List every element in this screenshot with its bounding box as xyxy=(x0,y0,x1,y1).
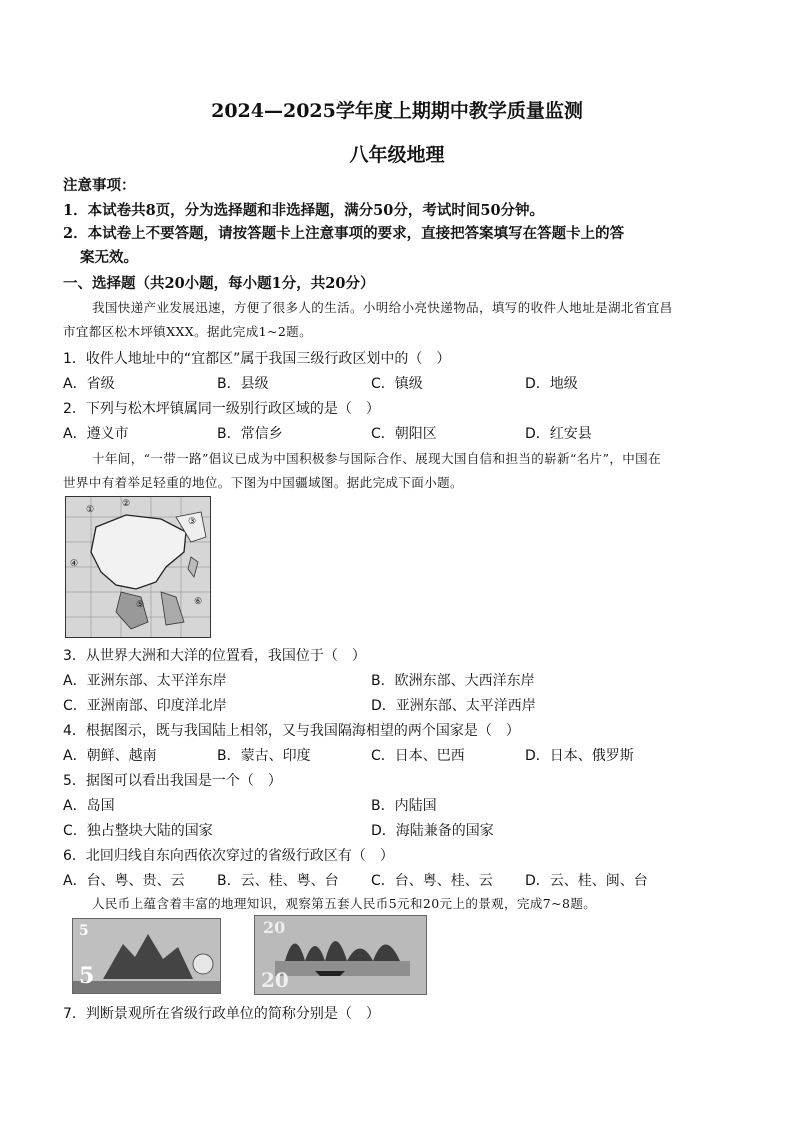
question-4-option-d: D．日本、俄罗斯 xyxy=(525,748,634,764)
question-2-option-d: D．红安县 xyxy=(525,426,592,442)
question-1-option-b: B．县级 xyxy=(217,376,269,392)
passage-2-line1: 十年间，“一带一路”倡议已成为中国积极参与国际合作、展现大国自信和担当的崭新“名片”，中国在 xyxy=(92,451,661,466)
twenty-yuan-banknote-image xyxy=(254,915,427,995)
question-6-option-c: C．台、粤、桂、云 xyxy=(371,873,493,889)
five-yuan-banknote-image xyxy=(72,918,221,994)
question-2-option-b: B．常信乡 xyxy=(217,426,283,442)
passage-1-line2: 市宜都区松木坪镇XXX。据此完成1~2题。 xyxy=(63,324,312,339)
question-4-stem: 4．根据图示，既与我国陆上相邻，又与我国隔海相望的两个国家是（ ） xyxy=(63,723,520,739)
question-1-option-d: D．地级 xyxy=(525,376,578,392)
question-6-option-b: B．云、桂、粤、台 xyxy=(217,873,339,889)
question-5-option-d: D．海陆兼备的国家 xyxy=(371,823,494,839)
map-label-6: ⑥ xyxy=(194,597,203,607)
question-2-option-a: A．遵义市 xyxy=(63,426,129,442)
question-2-stem: 2．下列与松木坪镇属同一级别行政区域的是（ ） xyxy=(63,401,380,417)
page-title: 2024—2025学年度上期期中教学质量监测 xyxy=(211,100,583,122)
question-5-option-c: C．独占整块大陆的国家 xyxy=(63,823,213,839)
question-6-option-a: A．台、粤、贵、云 xyxy=(63,873,185,889)
notice-item-2-line1: 2．本试卷上不要答题，请按答题卡上注意事项的要求，直接把答案填写在答题卡上的答 xyxy=(63,225,625,242)
five-yuan-scene xyxy=(73,919,220,993)
passage-3-line1: 人民币上蕴含着丰富的地理知识，观察第五套人民币5元和20元上的景观，完成7~8题。 xyxy=(92,896,597,911)
question-6-option-d: D．云、桂、闽、台 xyxy=(525,873,648,889)
notice-heading: 注意事项： xyxy=(63,177,136,194)
question-3-option-b: B．欧洲东部、大西洋东岸 xyxy=(371,673,535,689)
question-1-stem: 1．收件人地址中的“宜都区”属于我国三级行政区划中的（ ） xyxy=(63,351,451,367)
twenty-yuan-denomination-top: 20 xyxy=(263,918,286,937)
map-label-3: ③ xyxy=(188,517,197,527)
question-4-option-a: A．朝鲜、越南 xyxy=(63,748,157,764)
question-4-option-b: B．蒙古、印度 xyxy=(217,748,311,764)
twenty-yuan-denomination-bottom: 20 xyxy=(261,968,289,992)
map-label-2: ② xyxy=(122,499,131,509)
question-3-stem: 3．从世界大洲和大洋的位置看，我国位于（ ） xyxy=(63,648,366,664)
map-label-5: ⑤ xyxy=(136,600,145,610)
question-6-stem: 6．北回归线自东向西依次穿过的省级行政区有（ ） xyxy=(63,848,394,864)
passage-1-line1: 我国快递产业发展迅速，方便了很多人的生活。小明给小亮快递物品，填写的收件人地址是湖北省宜昌 xyxy=(92,300,673,315)
question-5-stem: 5．据图可以看出我国是一个（ ） xyxy=(63,773,282,789)
five-yuan-denomination-top: 5 xyxy=(79,923,89,939)
question-1-option-c: C．镇级 xyxy=(371,376,423,392)
notice-item-1: 1．本试卷共8页，分为选择题和非选择题，满分50分，考试时间50分钟。 xyxy=(63,202,545,219)
question-3-option-c: C．亚洲南部、印度洋北岸 xyxy=(63,698,227,714)
question-1-option-a: A．省级 xyxy=(63,376,115,392)
question-4-option-c: C．日本、巴西 xyxy=(371,748,465,764)
question-5-option-b: B．内陆国 xyxy=(371,798,437,814)
question-5-option-a: A．岛国 xyxy=(63,798,115,814)
page-subtitle: 八年级地理 xyxy=(349,144,445,166)
map-label-4: ④ xyxy=(70,559,79,569)
passage-2-line2: 世界中有着举足轻重的地位。下图为中国疆域图。据此完成下面小题。 xyxy=(63,475,463,490)
question-7-stem: 7．判断景观所在省级行政单位的简称分别是（ ） xyxy=(63,1006,380,1022)
question-3-option-a: A．亚洲东部、太平洋东岸 xyxy=(63,673,227,689)
five-yuan-denomination-bottom: 5 xyxy=(79,963,95,989)
notice-item-2-line2: 案无效。 xyxy=(80,249,138,266)
question-3-option-d: D．亚洲东部、太平洋西岸 xyxy=(371,698,536,714)
question-2-option-c: C．朝阳区 xyxy=(371,426,437,442)
china-territory-map xyxy=(65,496,211,638)
map-label-1: ① xyxy=(86,505,95,515)
section-heading: 一、选择题（共20小题，每小题1分，共20分） xyxy=(63,275,375,292)
